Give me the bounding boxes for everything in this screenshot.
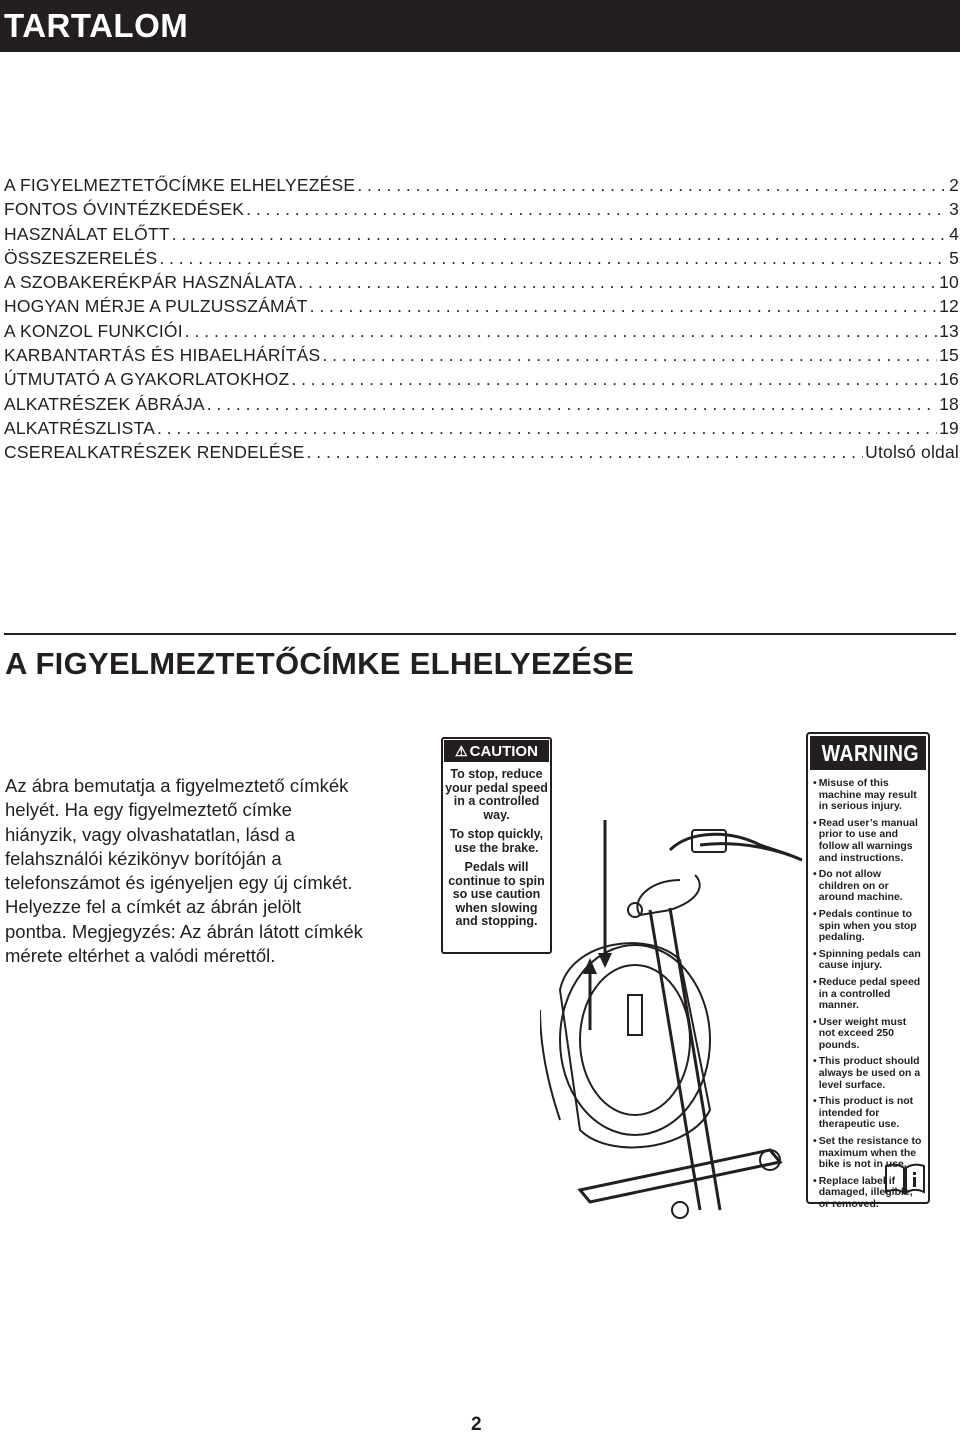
toc-page: 10 (939, 272, 959, 293)
toc-page: 15 (939, 345, 959, 366)
warning-item: • Misuse of this machine may result in serious injury. (813, 778, 924, 813)
toc-page: 19 (939, 417, 959, 438)
leader-dots (172, 224, 947, 245)
flywheel-cover (560, 943, 710, 1147)
toc-label: CSEREALKATRÉSZEK RENDELÉSE (4, 442, 305, 463)
toc-page: 12 (939, 296, 959, 317)
warning-item: • Reduce pedal speed in a controlled manner. (813, 977, 924, 1012)
warning-item: • Spinning pedals can cause injury. (813, 949, 924, 972)
toc-page: 3 (949, 199, 959, 220)
toc-label: FONTOS ÓVINTÉZKEDÉSEK (4, 199, 245, 220)
toc-page: Utolsó oldal (865, 442, 959, 463)
page-number: 2 (471, 1414, 482, 1435)
table-of-contents (4, 175, 959, 467)
toc-label: HOGYAN MÉRJE A PULZUSSZÁMÁT (4, 296, 308, 317)
warning-list (808, 778, 928, 1211)
toc-header-bar (0, 0, 960, 52)
toc-label: KARBANTARTÁS ÉS HIBAELHÁRÍTÁS (4, 345, 321, 366)
toc-entry[interactable] (4, 345, 959, 369)
page-title: TARTALOM (4, 7, 189, 44)
toc-label: A FIGYELMEZTETŐCÍMKE ELHELYEZÉSE (4, 175, 356, 195)
toc-entry[interactable] (4, 394, 959, 418)
caution-line: To stop, reduce your pedal speed in a controlled way. (445, 767, 548, 822)
flywheel-inner (580, 965, 690, 1115)
flywheel (560, 945, 710, 1135)
leader-dots (310, 296, 938, 317)
base (580, 1150, 780, 1202)
toc-label: A KONZOL FUNKCIÓI (4, 320, 183, 341)
warning-title: WARNING (821, 739, 919, 766)
brake-lever (628, 995, 642, 1035)
caution-label (441, 737, 552, 954)
caution-title: CAUTION (469, 743, 538, 760)
warning-triangle-icon: ⚠ (455, 743, 468, 759)
toc-entry[interactable] (4, 321, 959, 345)
toc-label: ÖSSZESZERELÉS (4, 247, 158, 268)
warning-item: • User weight must not exceed 250 pounds. (813, 1017, 924, 1052)
toc-entry[interactable] (4, 442, 959, 466)
toc-entry[interactable] (4, 418, 959, 442)
leader-dots (246, 199, 947, 220)
section-title: A FIGYELMEZTETŐCÍMKE ELHELYEZÉSE (5, 646, 635, 681)
toc-label: A SZOBAKERÉKPÁR HASZNÁLATA (4, 272, 297, 293)
toc-page: 5 (949, 247, 959, 268)
caution-line: To stop quickly, use the brake. (449, 827, 544, 855)
leader-dots (307, 442, 864, 463)
warning-label (806, 732, 930, 1210)
warning-item: • Pedals continue to spin when you stop pedaling. (813, 909, 924, 944)
intro-paragraph: Az ábra bemutatja a figyelmeztető címkék helyét. Ha egy figyelmeztető címke hiányzik, vagy olvashatatlan, lásd a felahsználói kézikönyv borítóján a telefonszámot és igényeljen egy új címkét. Helyezze fel a címkét az ábrán jelölt pontba. Megjegyzés: Az ábrán látott címkék mérete eltérhet a valódi mérettől. (5, 775, 363, 967)
warning-item: • Do not allow children on or around machine. (813, 869, 924, 904)
warning-header (810, 736, 926, 770)
caution-header (444, 740, 549, 762)
leader-dots (207, 394, 937, 415)
toc-page: 16 (939, 369, 959, 390)
warning-item: • This product should always be used on a level surface. (813, 1056, 924, 1091)
toc-label: HASZNÁLAT ELŐTT (4, 223, 170, 244)
toc-entry[interactable] (4, 199, 959, 223)
warning-item: • Set the resistance to maximum when the bike is not in use. (813, 1136, 924, 1171)
handle-post (637, 875, 699, 915)
leader-dots (159, 248, 947, 269)
toc-page: 13 (939, 320, 959, 341)
toc-entry[interactable] (4, 272, 959, 296)
toc-label: ALKATRÉSZLISTA (4, 417, 155, 438)
toc-label: ÚTMUTATÓ A GYAKORLATOKHOZ (4, 369, 290, 390)
leader-dots (157, 418, 937, 439)
toc-entry[interactable] (4, 224, 959, 248)
toc-entry[interactable] (4, 369, 959, 393)
section-divider (4, 633, 956, 635)
warning-item: • Read user’s manual prior to use and follow all warnings and instructions. (813, 818, 924, 864)
toc-entry[interactable] (4, 296, 959, 320)
handlebar (670, 834, 802, 860)
toc-entry[interactable] (4, 175, 959, 199)
resistance-knob (628, 903, 642, 917)
leader-dots (185, 321, 937, 342)
leader-dots (357, 175, 947, 196)
leader-dots (298, 272, 937, 293)
leader-dots (291, 369, 937, 390)
caution-line: Pedals will continue to spin so use caution when slowing and stopping. (448, 860, 545, 928)
wheel (672, 1202, 688, 1218)
toc-page: 18 (939, 393, 959, 414)
warning-item: • Replace label if damaged, illegible, or removed. (813, 1176, 924, 1211)
toc-label: ALKATRÉSZEK ÁBRÁJA (4, 393, 205, 414)
read-manual-icon (884, 1162, 926, 1196)
toc-page: 2 (949, 175, 959, 195)
leader-dots (322, 345, 937, 366)
toc-page: 4 (949, 223, 959, 244)
warning-item: • This product is not intended for therapeutic use. (813, 1096, 924, 1131)
rear-support (540, 1010, 560, 1120)
toc-entry[interactable] (4, 248, 959, 272)
